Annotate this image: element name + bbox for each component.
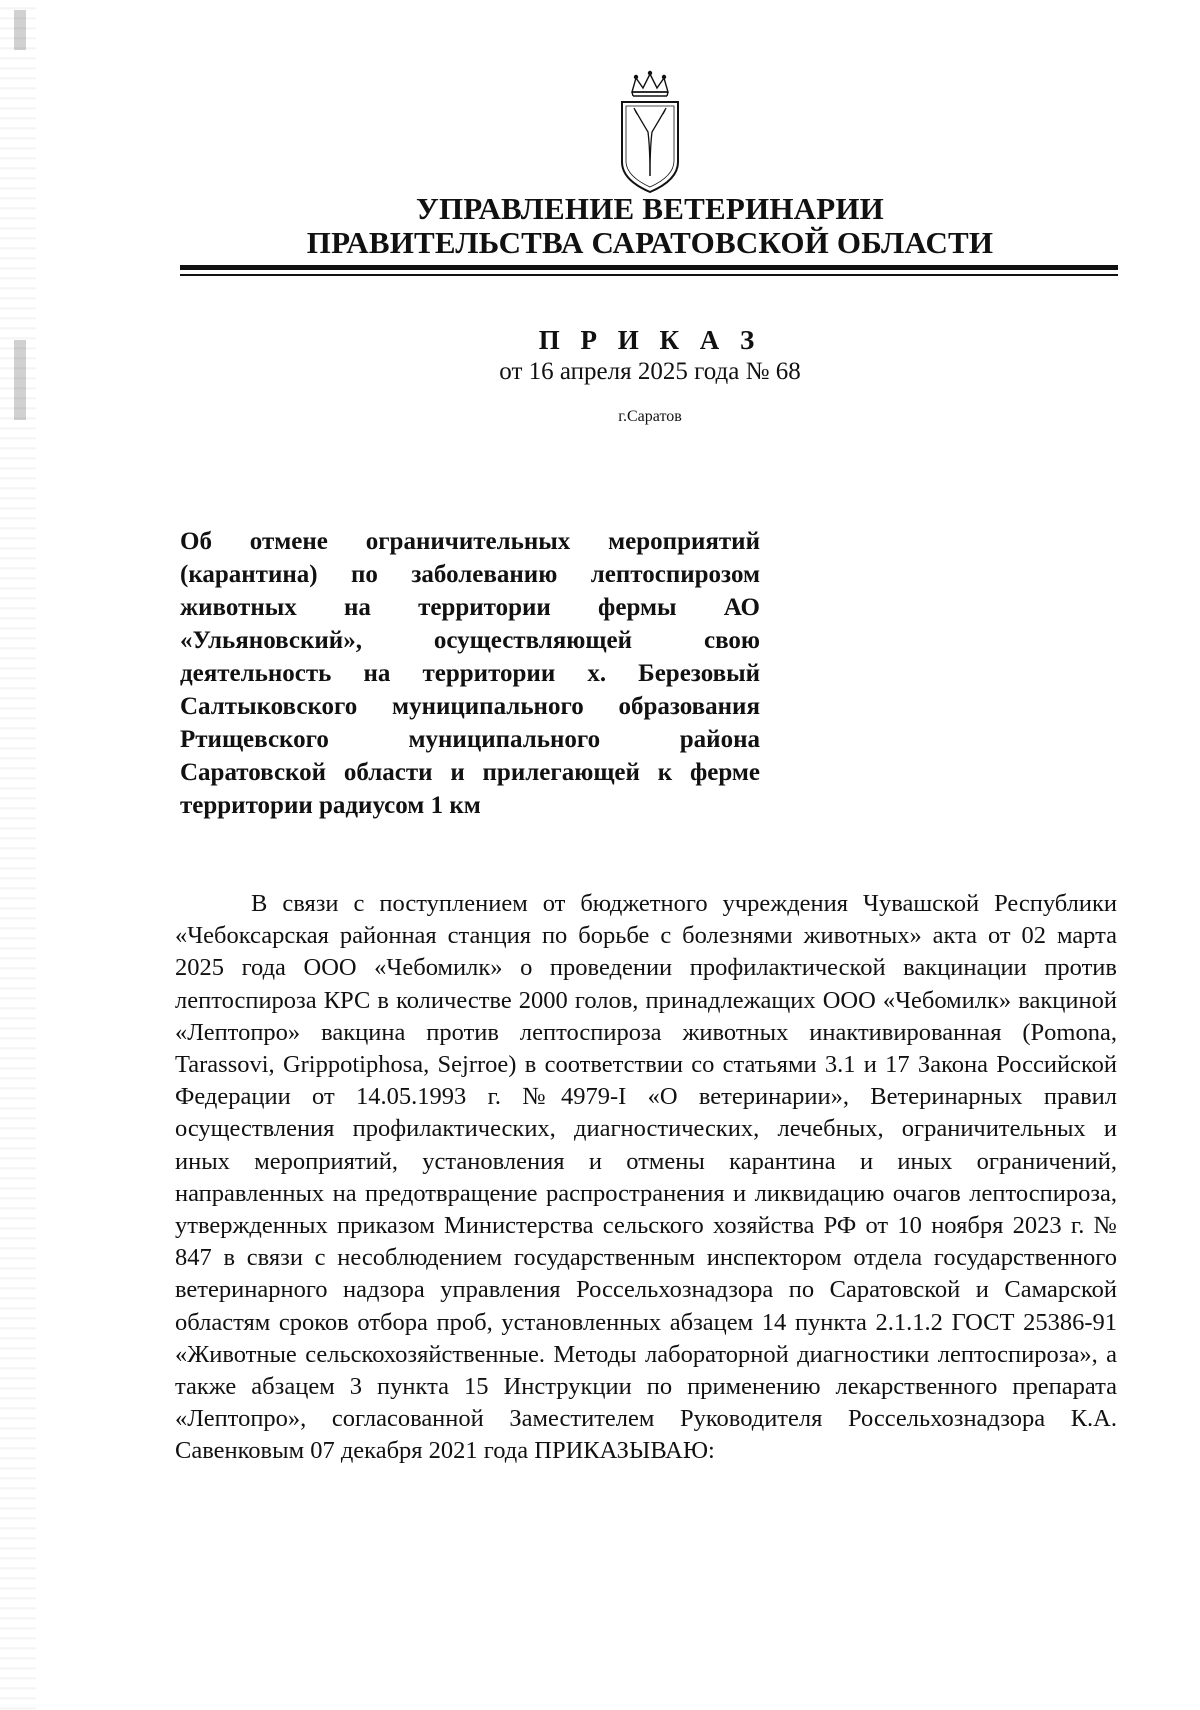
organization-line-1: УПРАВЛЕНИЕ ВЕТЕРИНАРИИ bbox=[416, 191, 884, 226]
saratov-coat-of-arms-icon bbox=[610, 70, 690, 198]
organization-line-2: ПРАВИТЕЛЬСТВА САРАТОВСКОЙ ОБЛАСТИ bbox=[306, 225, 994, 260]
header-rule-thick bbox=[180, 265, 1118, 270]
scan-edge-noise bbox=[0, 0, 36, 1710]
scan-artifact bbox=[14, 340, 26, 420]
order-title: П Р И К А З bbox=[538, 325, 762, 355]
header-rule-thin bbox=[180, 274, 1118, 276]
body-paragraph: В связи с поступлением от бюджетного учреждения Чувашской Республики «Чебоксарская районная станция по борьбе с болезнями животных» акта от 02 марта 2025 года ООО «Чебомилк» о проведении профилактической вакцинации против лептоспироза КРС в количестве 2000 голов, принадлежащих ООО «Чебомилк» вакциной «Лептопро» вакцина против лептоспироза животных инактивированная (Pomona, Tarassovi, Grippotiphosa, Sejrroe) в соответствии со статьями 3.1 и 17 Закона Российской Федерации от 14.05.1993 г. №4979-I «О ветеринарии», Ветеринарных правил осуществления профилактических, диагностических, лечебных, ограничительных и иных мероприятий, установления и отмены карантина и иных ограничений, направленных на предотвращение распространения и ликвидацию очагов лептоспироза, утвержденных приказом Министерства сельского хозяйства РФ от 10 ноября 2023 г. № 847 в связи с несоблюдением государственным инспектором отдела государственного ветеринарного надзора управления Россельхознадзора по Саратовской и Самарской областям сроков отбора проб, установленных абзацем 14 пункта 2.1.1.2 ГОСТ 25386-91 «Животные сельскохозяйственные. Методы лабораторной диагностики лептоспироза», а также абзацем 3 пункта 15 Инструкции по применению лекарственного препарата «Лептопро», согласованной Заместителем Руководителя Россельхознадзора К.А. Савенковым 07 декабря 2021 года ПРИКАЗЫВАЮ: bbox=[175, 890, 1117, 1465]
order-city: г.Саратов bbox=[618, 408, 682, 425]
order-date-number: от 16 апреля 2025 года № 68 bbox=[499, 358, 801, 385]
order-subject: Об отмене ограничительных мероприятий (карантина) по заболеванию лептоспирозом животных на территории фермы АО «Ульяновский», осуществляющей свою деятельность на территории х. Березовый Салтыковского муниципального образования Ртищевского муниципального района Саратовской области и прилегающей к ферме территории радиусом 1 км bbox=[180, 528, 760, 819]
organization-name bbox=[200, 192, 1100, 260]
scan-artifact bbox=[14, 10, 26, 50]
